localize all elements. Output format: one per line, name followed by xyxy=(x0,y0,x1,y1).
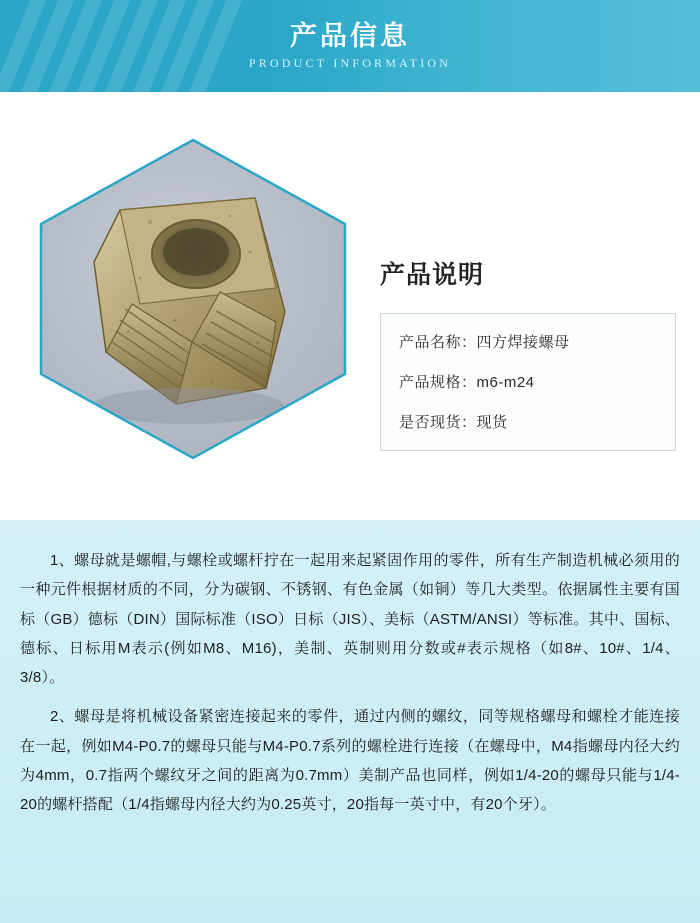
product-image-hexagon xyxy=(28,134,358,464)
page-header xyxy=(0,0,700,92)
description-paragraph-2: 2、螺母是将机械设备紧密连接起来的零件，通过内侧的螺纹，同等规格螺母和螺栓才能连接在一起，例如M4-P0.7的螺母只能与M4-P0.7系列的螺栓进行连接（在螺母中，M4指螺母内径大约为4mm，0.7指两个螺纹牙之间的距离为0.7mm）美制产品也同样，例如1/4-20的螺母只能与1/4-20的螺杆搭配（1/4指螺母内径大约为0.25英寸，20指每一英寸中，有20个牙）。 xyxy=(20,708,680,813)
product-detail-box xyxy=(380,313,676,451)
product-section-title: 产品说明 xyxy=(380,261,485,289)
product-spec-row: 产品规格：m6-m24 xyxy=(399,374,535,391)
product-stock-row: 是否现货：现货 xyxy=(399,414,508,431)
description-section xyxy=(0,520,700,923)
hexagon-frame-icon xyxy=(28,134,358,464)
description-paragraph-1: 1、螺母就是螺帽,与螺栓或螺杆拧在一起用来起紧固作用的零件，所有生产制造机械必须用的一种元件根据材质的不同，分为碳钢、不锈钢、有色金属（如铜）等几大类型。依据属性主要有国标（GB）德标（DIN）国际标准（ISO）日标（JIS）、美标（ASTM/ANSI）等标准。其中、国标、德标、日标用M表示(例如M8、M16)，美制、英制则用分数或#表示规格（如8#、10#、1/4、3/8）。 xyxy=(20,552,680,686)
header-title-block xyxy=(0,0,700,92)
product-info-column xyxy=(380,150,676,451)
page-title: 产品信息 xyxy=(290,20,410,51)
product-section xyxy=(0,92,700,492)
page-subtitle: PRODUCT INFORMATION xyxy=(248,56,452,71)
product-name-row: 产品名称：四方焊接螺母 xyxy=(399,334,570,351)
